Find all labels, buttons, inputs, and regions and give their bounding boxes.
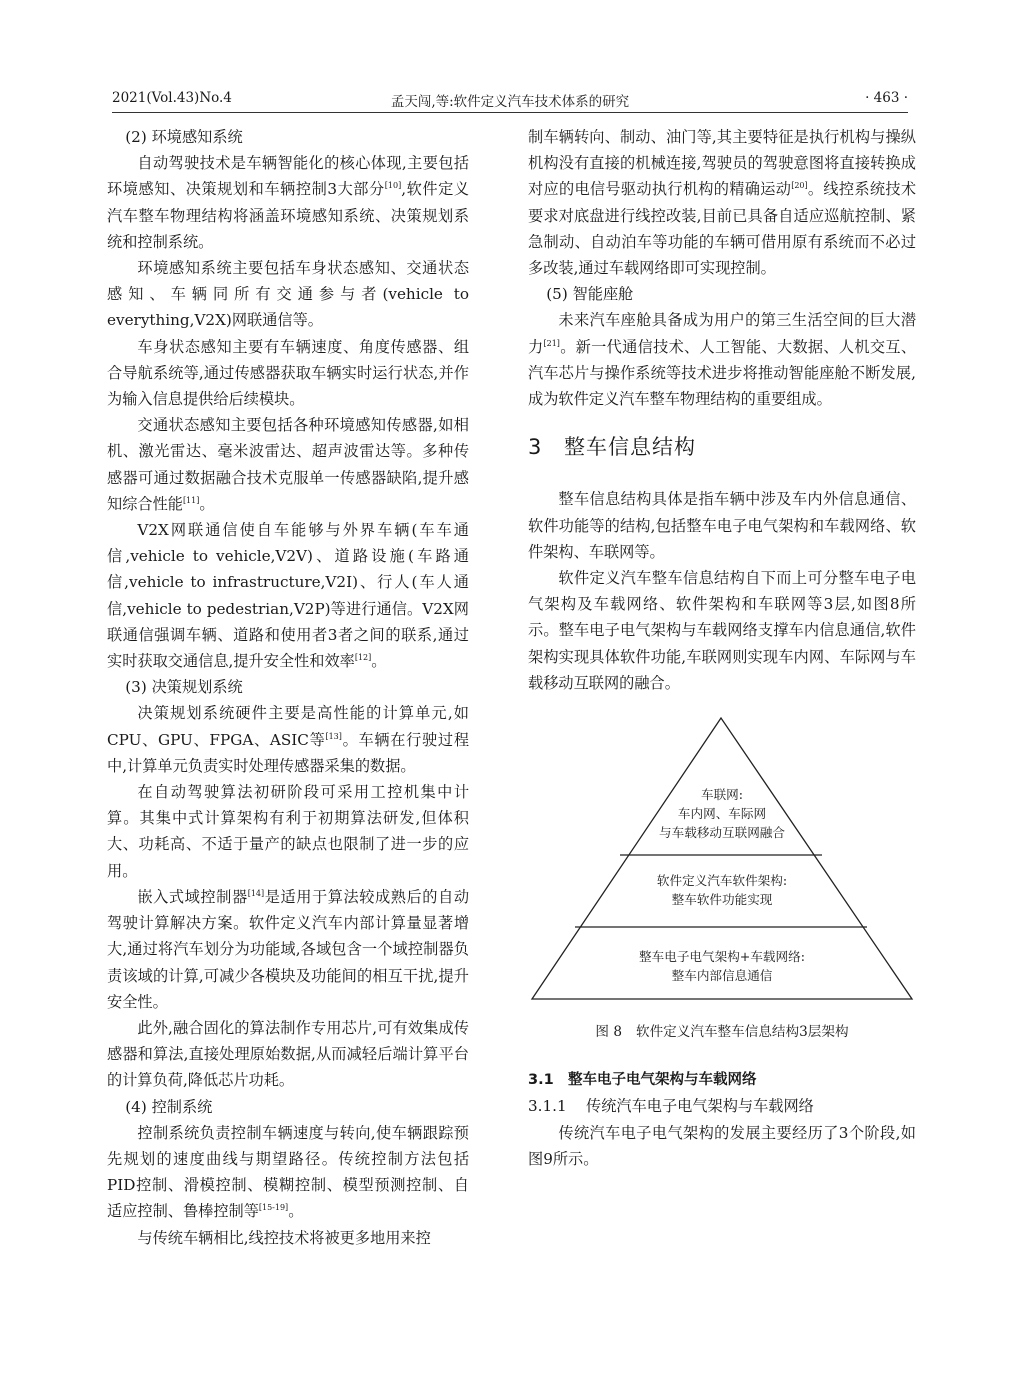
figure-title: 软件定义汽车整车信息结构3层架构 [636,1024,849,1041]
citation[interactable]: [21] [543,338,560,348]
layer-bottom-label: 整车电子电气架构+车载网络: 整车内部信息通信 [639,949,805,984]
paragraph: 交通状态感知主要包括各种环境感知传感器,如相机、激光雷达、毫米波雷达、超声波雷达等。多种传感器可通过数据融合技术克服单一传感器缺陷,提升感知综合性能[11]。 [107,416,469,513]
section-number: 3 [528,435,543,460]
subsection-title-environment: (2) 环境感知系统 [125,128,243,146]
paragraph: 在自动驾驶算法初研阶段可采用工控机集中计算。其集中式计算架构有利于初期算法研发,但体积大、功耗高、不适于量产的缺点也限制了进一步的应用。 [107,783,469,880]
paragraph: 控制系统负责控制车辆速度与转向,使车辆跟踪预先规划的速度曲线与期望路径。传统控制方法包括PID控制、滑模控制、模糊控制、模型预测控制、自适应控制、鲁棒控制等[15-19]。 [107,1123,469,1221]
running-title: 孟天闯,等:软件定义汽车技术体系的研究 [390,94,630,110]
citation[interactable]: [13] [325,731,342,741]
figure-caption [528,1019,916,1045]
section-heading [528,434,916,460]
figure-8-pyramid [528,716,916,1001]
paragraph: 车身状态感知主要有车辆速度、角度传感器、组合导航系统等,通过传感器获取车辆实时运行状态,并作为输入信息提供给后续模块。 [107,337,469,409]
subsection-title-cabin: (5) 智能座舱 [546,285,634,304]
right-column [528,124,916,1172]
journal-issue: 2021(Vol.43)No.4 [112,90,232,106]
paragraph: 嵌入式域控制器[14]是适用于算法较成熟后的自动驾驶计算解决方案。软件定义汽车内部计算量显著增大,通过将汽车划分为功能域,各域包含一个域控制器负责该域的计算,可减少各模块及功能间的相互干扰,提升安全性。 [107,887,470,1011]
paragraph: 决策规划系统硬件主要是高性能的计算单元,如CPU、GPU、FPGA、ASIC等[13]。车辆在行驶过程中,计算单元负责实时处理传感器采集的数据。 [107,704,469,775]
paragraph: 软件定义汽车整车信息结构自下而上可分整车电子电气架构及车载网络、软件架构和车联网等3层,如图8所示。整车电子电气架构与车载网络支撑车内信息通信,软件架构实现具体软件功能,车联网则实现车内网、车际网与车载移动互联网的融合。 [528,569,916,692]
figure-number: 图 8 [595,1024,622,1041]
left-column [107,124,469,1251]
citation[interactable]: [10] [384,181,402,191]
layer-top-label: 车联网: 车内网、车际网 与车载移动互联网融合 [659,787,785,841]
section-title: 整车信息结构 [564,435,696,460]
running-header [112,88,908,113]
subsubsection-heading: 3.1.1 传统汽车电子电气架构与车载网络 [528,1097,814,1116]
paragraph: 与传统车辆相比,线控技术将被更多地用来控 [137,1228,431,1247]
paragraph: 整车信息结构具体是指车辆中涉及车内外信息通信、软件功能等的结构,包括整车电子电气架构和车载网络、软件架构、车联网等。 [528,490,916,561]
paragraph: 传统汽车电子电气架构的发展主要经历了3个阶段,如图9所示。 [528,1123,916,1168]
citation[interactable]: [15-19] [258,1203,289,1213]
subsection-title-control: (4) 控制系统 [125,1097,213,1116]
citation[interactable]: [12] [354,653,372,662]
layer-middle-label: 软件定义汽车软件架构: 整车软件功能实现 [656,873,788,908]
paragraph: 制车辆转向、制动、油门等,其主要特征是执行机构与操纵机构没有直接的机械连接,驾驶员的驾驶意图将直接转换成对应的电信号驱动执行机构的精确运动[20]。线控系统技术要求对底盘进行线控改装,目前已具备自适应巡航控制、紧急制动、自动泊车等功能的车辆可借用原有系统而不必过多改装,通过车载网络即可实现控制。 [528,128,917,278]
paragraph: 未来汽车座舱具备成为用户的第三生活空间的巨大潜力[21]。新一代通信技术、人工智能、大数据、人机交互、汽车芯片与操作系统等技术进步将推动智能座舱不断发展,成为软件定义汽车整车物理结构的重要组成。 [528,311,917,409]
citation[interactable]: [14] [247,888,265,898]
subsection-heading: 3.1 整车电子电气架构与车载网络 [528,1072,757,1089]
subsection-title-decision: (3) 决策规划系统 [125,678,243,697]
paragraph: 自动驾驶技术是车辆智能化的核心体现,主要包括环境感知、决策规划和车辆控制3大部分[10],软件定义汽车整车物理结构将涵盖环境感知系统、决策规划系统和控制系统。 [107,154,470,251]
paragraph: 环境感知系统主要包括车身状态感知、交通状态感知、车辆同所有交通参与者(vehicle to everything,V2X)网联通信等。 [107,259,469,330]
citation[interactable]: [11] [182,495,200,505]
paragraph: 此外,融合固化的算法制作专用芯片,可有效集成传感器和算法,直接处理原始数据,从而减轻后端计算平台的计算负荷,降低芯片功耗。 [107,1018,469,1090]
page-number: · 463 · [865,90,908,106]
paragraph: V2X网联通信使自车能够与外界车辆(车车通信,vehicle to vehicle,V2V)、道路设施(车路通信,vehicle to infrastructure,V2I)、行人(车人通信,vehicle to pedestrian,V2P)等进行通信。V2X网联通信强调车辆、道路和使用者3者之间的联系,通过实时获取交通信息,提升安全性和效率[12]。 [107,521,469,671]
citation[interactable]: [20] [791,181,808,191]
